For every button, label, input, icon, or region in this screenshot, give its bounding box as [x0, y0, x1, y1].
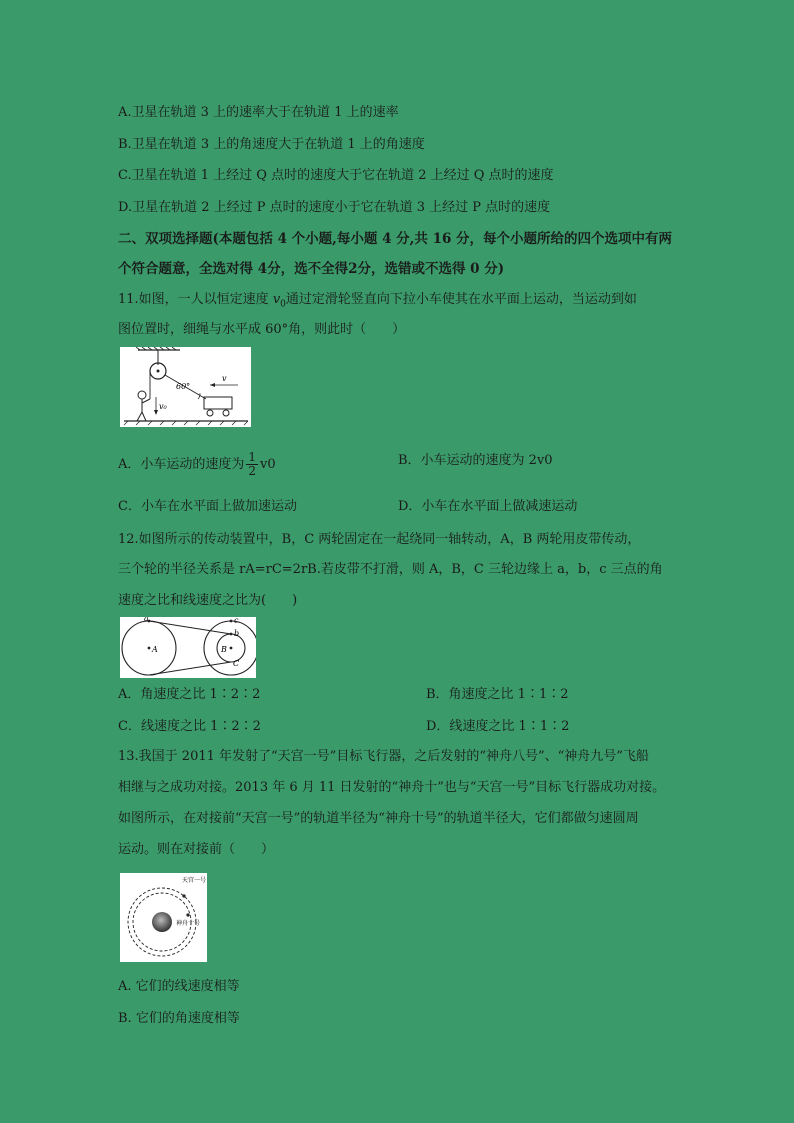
q11-option-d: D．小车在水平面上做减速运动: [398, 499, 578, 514]
q10-option-b: B.卫星在轨道 3 上的角速度大于在轨道 1 上的角速度: [118, 137, 425, 152]
q13-figure: [120, 873, 207, 962]
q12-option-c: C．线速度之比 1∶2∶2: [118, 719, 261, 734]
q11-option-c: C．小车在水平面上做加速运动: [118, 499, 297, 514]
q12-fig-label-A: A: [152, 645, 158, 654]
q11-stem-line1: 11.如图，一人以恒定速度 $v_0$通过定滑轮竖直向下拉小车使其在水平面上运动，当运动到如: [118, 292, 637, 310]
section2-heading-line1: 二、双项选择题(本题包括 4 个小题,每小题 4 分,共 16 分，每个小题所给的四个选项中有两: [118, 231, 673, 247]
q10-option-d: D.卫星在轨道 2 上经过 P 点时的速度小于它在轨道 3 上经过 P 点时的速度: [118, 200, 551, 215]
q12-stem-line1: 12.如图所示的传动装置中，B，C 两轮固定在一起绕同一轴转动，A，B 两轮用皮带传动，: [118, 532, 641, 547]
q13-stem-line1: 13.我国于 2011 年发射了“天宫一号”目标飞行器，之后发射的“神舟八号”、“神舟九号”飞船: [118, 749, 649, 764]
q13-stem-line3: 如图所示，在对接前“天宫一号”的轨道半径为“神舟十号”的轨道半径大，它们都做匀速圆周: [118, 811, 639, 826]
q13-fig-outer-label: 天宫一号: [182, 877, 207, 884]
q12-fig-label-c: c: [234, 617, 239, 625]
q12-option-a: A．角速度之比 1∶2∶2: [118, 687, 261, 702]
q11-fig-v-label: v: [222, 374, 227, 383]
q11-option-a: A．小车运动的速度为 $\frac{1}{2}$ v0: [118, 450, 276, 478]
section2-heading-line2: 个符合题意，全选对得 4分，选不全得2分，选错或不选得 0 分): [118, 261, 505, 277]
q12-figure: [120, 617, 256, 678]
q13-stem-line2: 相继与之成功对接。2013 年 6 月 11 日发射的“神舟十”也与“天宫一号”目标飞行器成功对接。: [118, 780, 666, 795]
q12-stem-line3: 速度之比和线速度之比为( ): [118, 593, 298, 608]
q11-figure: [120, 347, 251, 427]
q12-fig-label-b: b: [234, 629, 240, 638]
earth-icon: [152, 912, 172, 932]
q11-option-b: B．小车运动的速度为 2v0: [398, 453, 553, 468]
q12-fig-label-C: C: [233, 659, 240, 668]
q11-fig-angle-label: 60°: [176, 382, 191, 391]
q12-option-b: B．角速度之比 1∶1∶2: [426, 687, 569, 702]
q11-fig-v0-label: v₀: [159, 402, 167, 411]
q11-stem-line2: 图位置时，细绳与水平成 60°角，则此时（ ）: [118, 322, 406, 337]
q13-option-b: B. 它们的角速度相等: [118, 1011, 240, 1026]
q12-option-d: D．线速度之比 1∶1∶2: [426, 719, 570, 734]
q10-option-a: A.卫星在轨道 3 上的速率大于在轨道 1 上的速率: [118, 105, 399, 120]
q12-fig-label-a: a: [144, 617, 149, 623]
q13-stem-line4: 运动。则在对接前（ ）: [118, 842, 275, 857]
q12-stem-line2: 三个轮的半径关系是 rA=rC=2rB.若皮带不打滑，则 A，B，C 三轮边缘上 a，b，c 三点的角: [118, 562, 663, 577]
q13-option-a: A. 它们的线速度相等: [118, 979, 240, 994]
q10-option-c: C.卫星在轨道 1 上经过 Q 点时的速度大于它在轨道 2 上经过 Q 点时的速度: [118, 168, 554, 183]
q13-fig-inner-label: 神舟十号: [176, 920, 201, 927]
q12-fig-label-B: B: [221, 645, 227, 654]
